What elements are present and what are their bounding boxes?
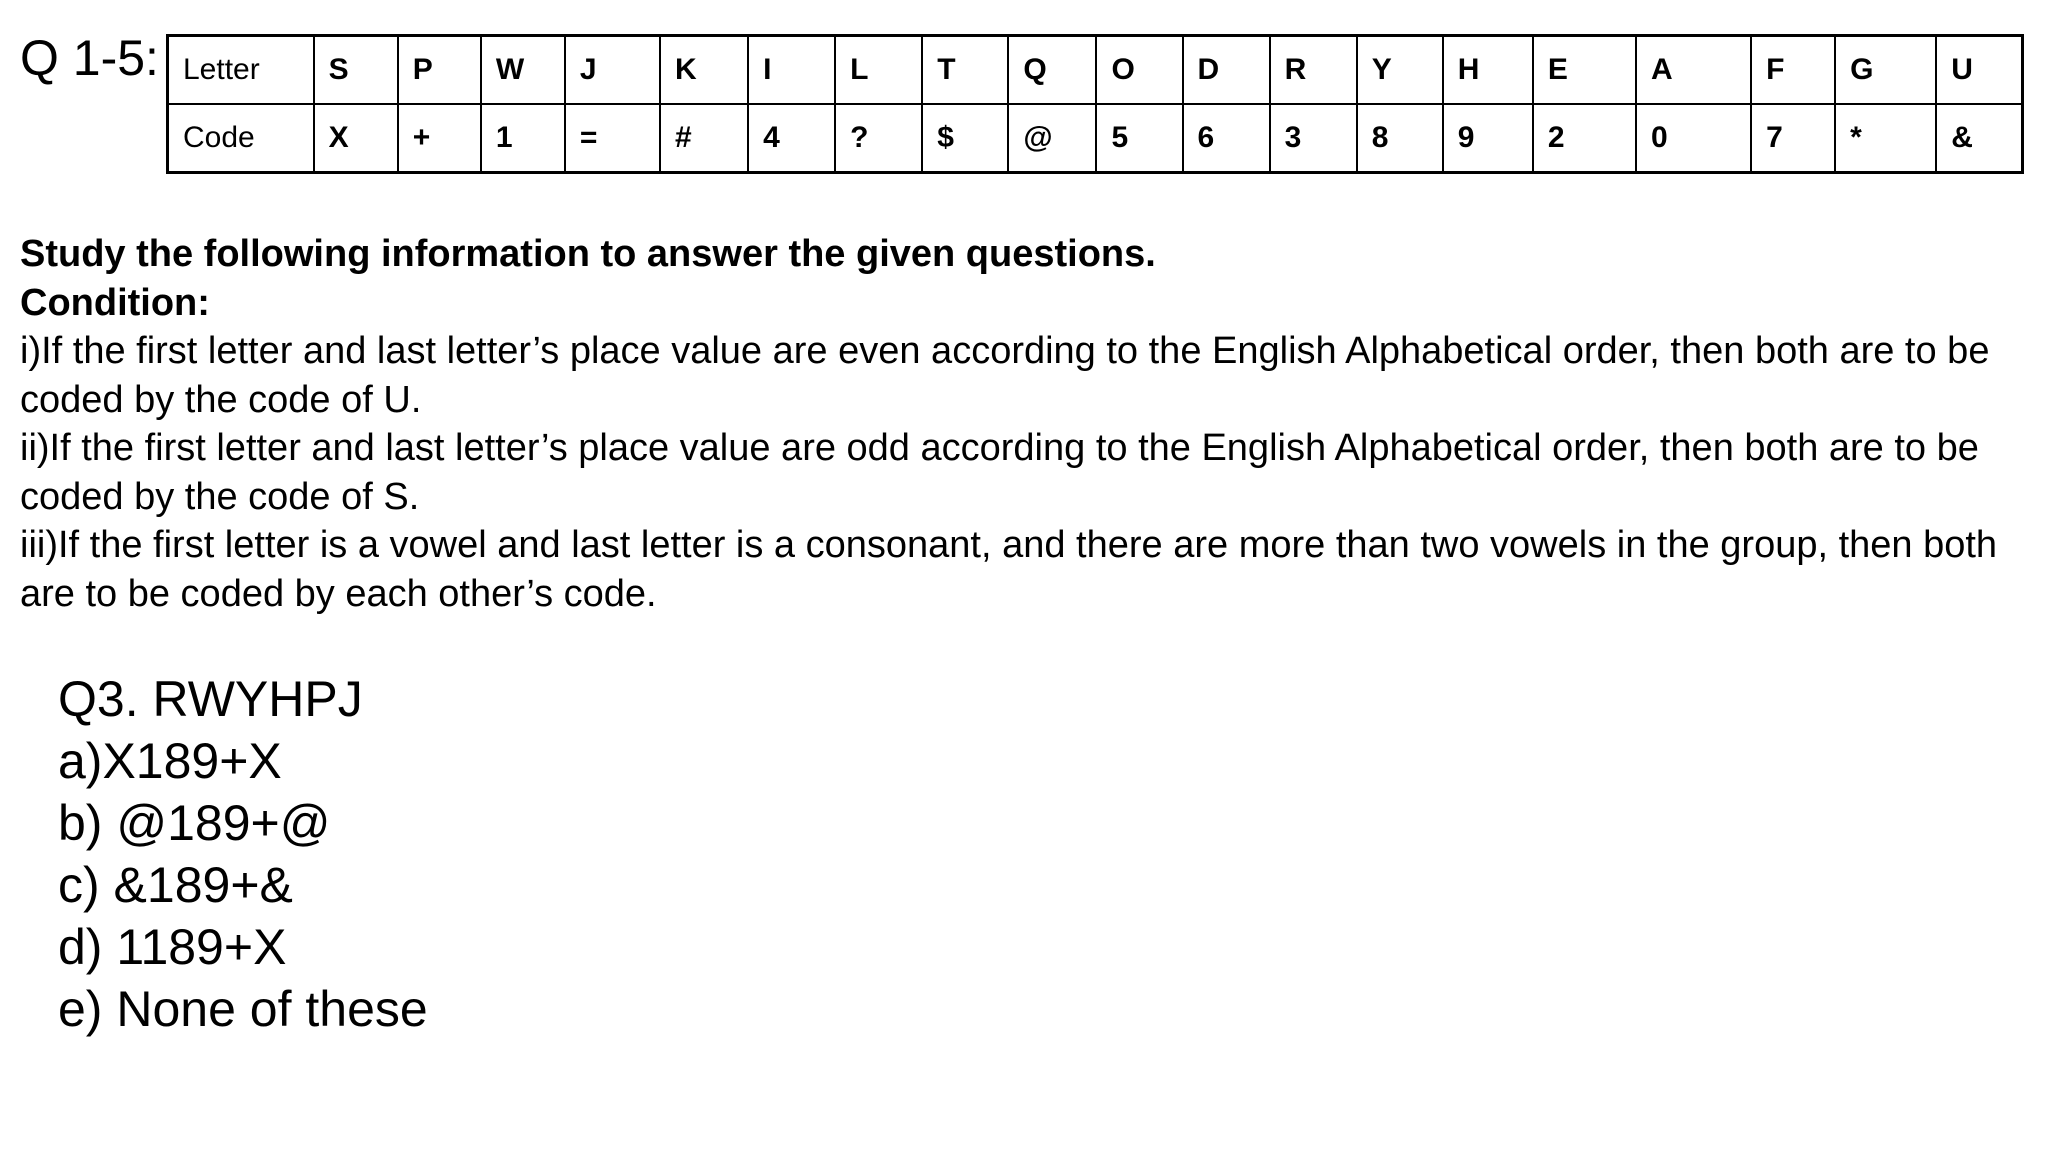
instructions-block [20,230,2000,618]
letter-cell: S [314,36,398,105]
row-label-code: Code [168,104,314,173]
code-row [168,104,2023,173]
condition-item: iii)If the first letter is a vowel and last letter is a consonant, and there are more than two vowels in the group, then both are to be coded by each other’s code. [20,524,1998,615]
code-cell: # [660,104,748,173]
question-range-label: Q 1-5: [20,30,159,86]
code-cell: 0 [1636,104,1751,173]
letter-cell: D [1183,36,1270,105]
letter-code-table [166,34,2024,174]
answer-option-e: e) None of these [58,981,428,1037]
letter-cell: E [1533,36,1636,105]
code-cell: * [1835,104,1936,173]
code-cell: 1 [481,104,565,173]
letter-cell: Y [1357,36,1443,105]
letter-cell: K [660,36,748,105]
letter-cell: G [1835,36,1936,105]
answer-option-d: d) 1189+X [58,919,287,975]
condition-item: i)If the first letter and last letter’s place value are even according to the English Alphabetical order, then both are to be coded by the code of U. [20,330,1990,421]
answer-option-a: a)X189+X [58,733,282,789]
code-cell: = [565,104,660,173]
letter-cell: F [1751,36,1835,105]
letter-cell: J [565,36,660,105]
code-cell: X [314,104,398,173]
row-label-letter: Letter [168,36,314,105]
letter-cell: W [481,36,565,105]
answer-option-b: b) @189+@ [58,795,331,851]
code-cell: 6 [1183,104,1270,173]
code-cell: 7 [1751,104,1835,173]
letter-cell: L [835,36,922,105]
letter-cell: H [1443,36,1533,105]
code-cell: @ [1008,104,1096,173]
code-cell: 9 [1443,104,1533,173]
question-title: Q3. RWYHPJ [58,671,363,727]
code-cell: ? [835,104,922,173]
question-block [58,668,428,1040]
code-cell: & [1936,104,2022,173]
condition-item: ii)If the first letter and last letter’s place value are odd according to the English Alphabetical order, then both are to be coded by the code of S. [20,427,1979,518]
code-cell: 4 [748,104,835,173]
instructions-heading: Study the following information to answer the given questions. [20,233,1156,275]
letter-cell: Q [1008,36,1096,105]
code-cell: + [398,104,481,173]
letter-cell: A [1636,36,1751,105]
letter-cell: R [1270,36,1357,105]
letter-cell: T [922,36,1008,105]
code-cell: 2 [1533,104,1636,173]
code-cell: 3 [1270,104,1357,173]
code-cell: $ [922,104,1008,173]
answer-option-c: c) &189+& [58,857,293,913]
letter-cell: U [1936,36,2022,105]
letter-row [168,36,2023,105]
letter-cell: I [748,36,835,105]
condition-label: Condition: [20,281,210,324]
code-cell: 8 [1357,104,1443,173]
letter-cell: O [1096,36,1182,105]
code-cell: 5 [1096,104,1182,173]
letter-cell: P [398,36,481,105]
